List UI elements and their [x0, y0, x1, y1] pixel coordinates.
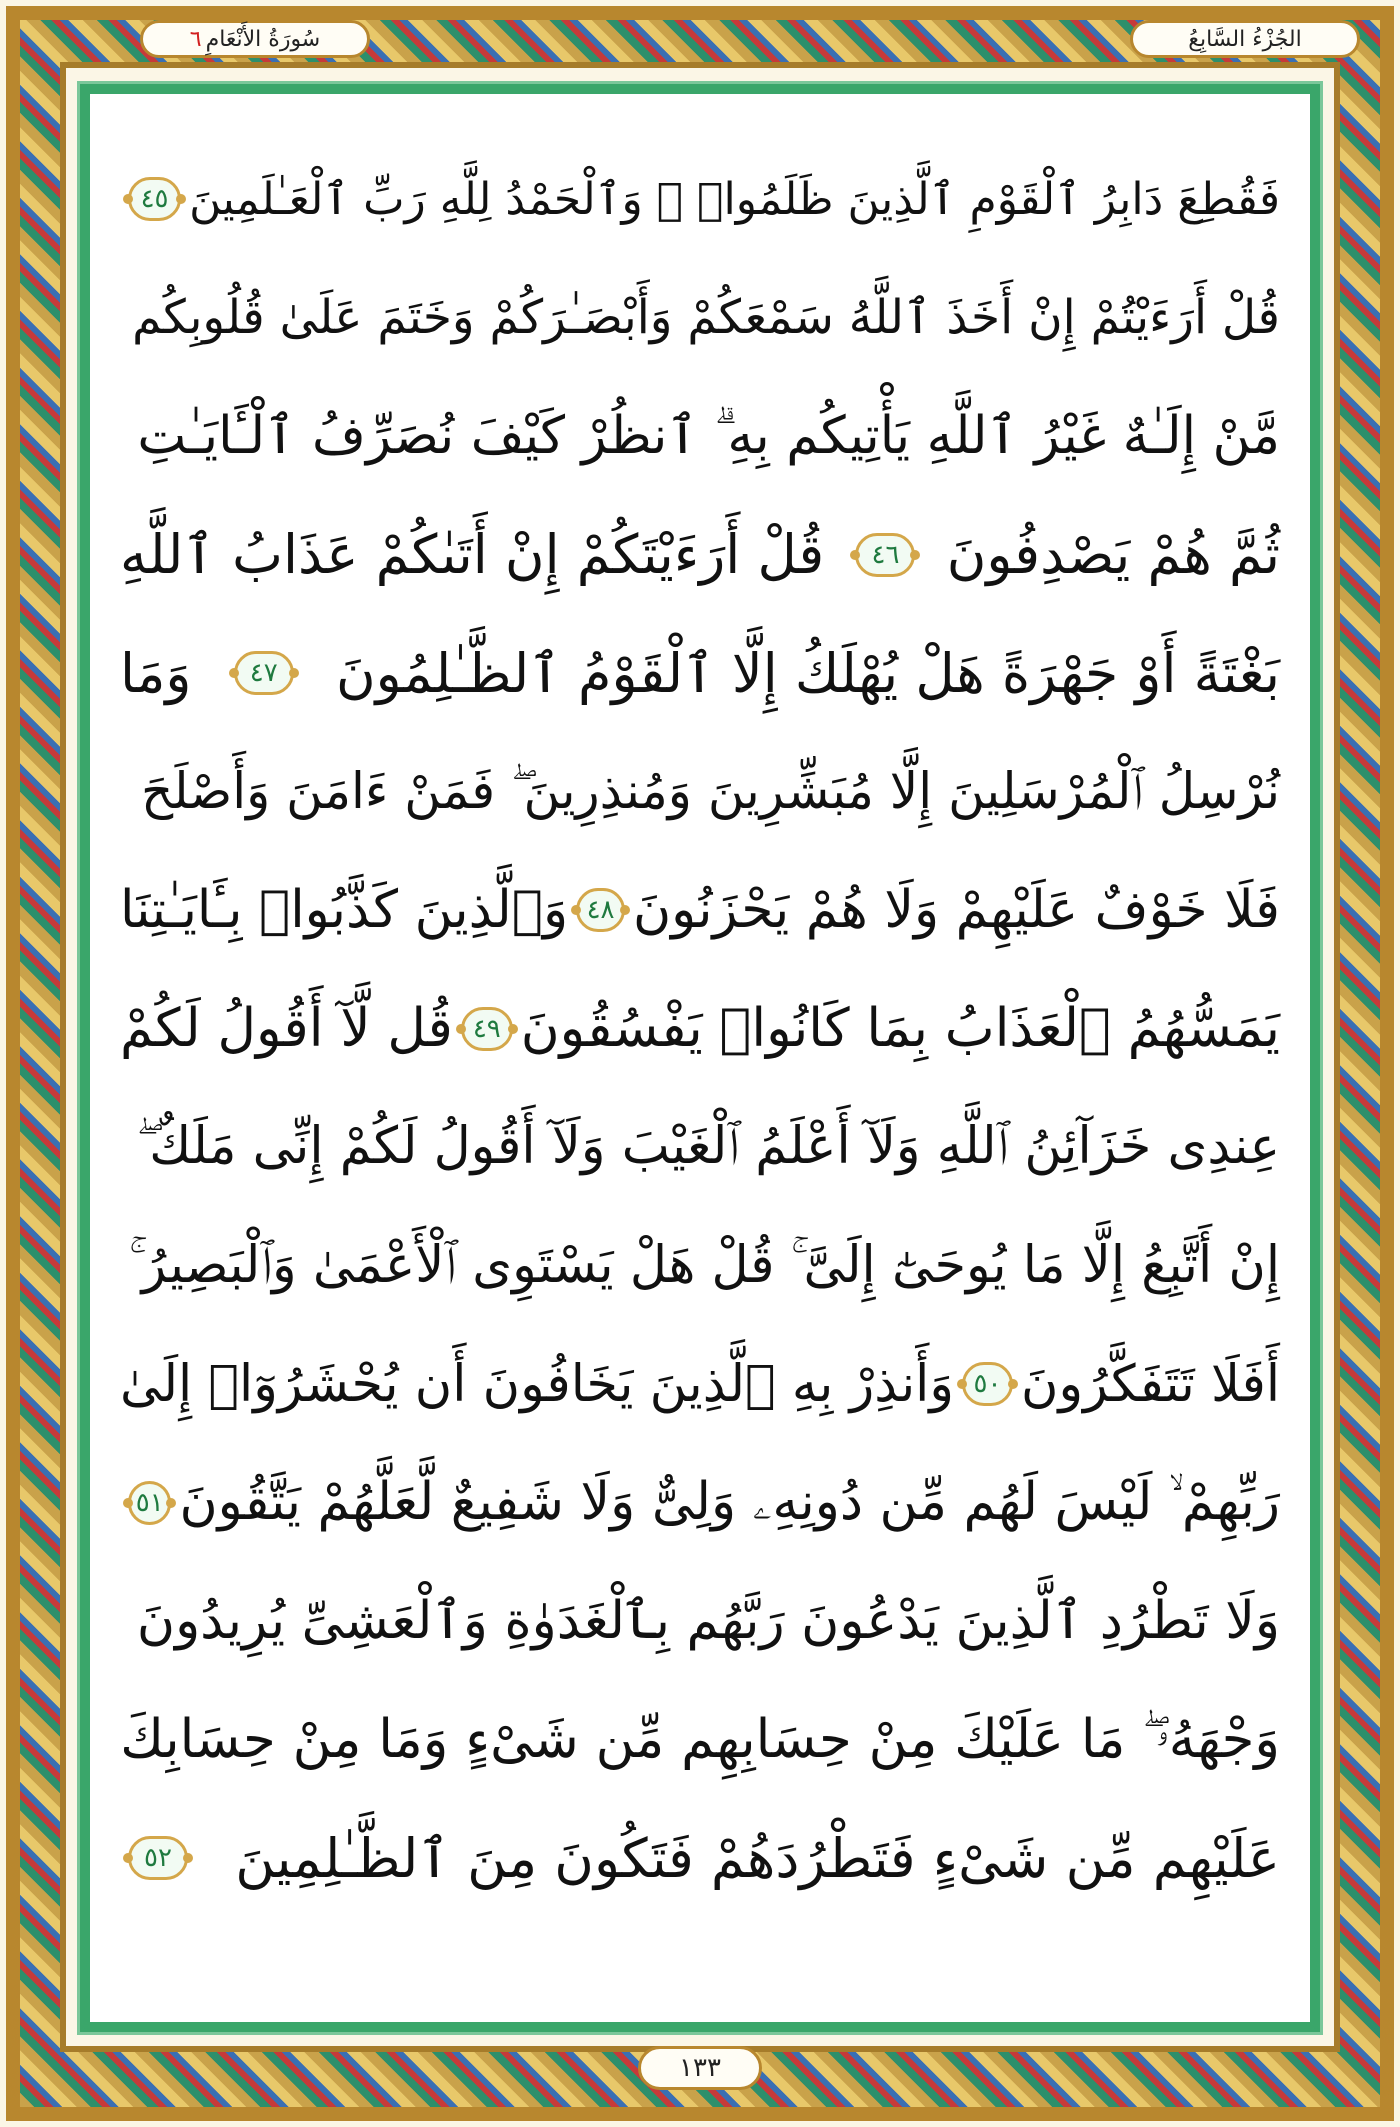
- page-number-text: ١٣٣: [679, 2053, 721, 2083]
- verse-text: وَجْهَهُۥ ۖ مَا عَلَيْكَ مِنْ حِسَابِهِم مِّن شَىْءٍ وَمَا مِنْ حِسَابِكَ: [120, 1708, 1280, 1770]
- verse-line: [120, 1207, 1280, 1326]
- verse-line: [120, 377, 1280, 496]
- verse-text: قُلْ أَرَءَيْتُمْ إِنْ أَخَذَ ٱللَّهُ سَمْعَكُمْ وَأَبْصَـٰرَكُمْ وَخَتَمَ عَلَىٰ قُلُوبِكُم: [132, 290, 1280, 346]
- verse-line: [120, 1562, 1280, 1681]
- verse-line: [120, 851, 1280, 970]
- verse-line: [120, 1681, 1280, 1800]
- verse-text: وَٱلَّذِينَ كَذَّبُوا۟ بِـَٔايَـٰتِنَا: [120, 880, 569, 941]
- verse-line: [120, 259, 1280, 378]
- verse-text: قُل لَّآ أَقُولُ لَكُمْ: [120, 998, 453, 1060]
- verse-text: بَغْتَةً أَوْ جَهْرَةً هَلْ يُهْلَكُ إِلَّا ٱلْقَوْمُ ٱلظَّـٰلِمُونَ: [336, 641, 1280, 705]
- ayah-number-marker: ٥١: [128, 1481, 171, 1525]
- verse-line: [120, 733, 1280, 852]
- verse-text: وَأَنذِرْ بِهِ ٱلَّذِينَ يَخَافُونَ أَن يُحْشَرُوٓا۟ إِلَىٰ: [120, 1354, 954, 1414]
- verse-text: إِنْ أَتَّبِعُ إِلَّا مَا يُوحَىٰٓ إِلَىَّ ۚ قُلْ هَلْ يَسْتَوِى ٱلْأَعْمَىٰ وَٱلْبَصِيرُ ۚ: [128, 1235, 1280, 1295]
- verse-lines: [120, 140, 1280, 1990]
- verse-line: [120, 1088, 1280, 1207]
- surah-number: ٦: [189, 26, 202, 52]
- verse-text: يَمَسُّهُمُ ٱلْعَذَابُ بِمَا كَانُوا۟ يَفْسُقُونَ: [520, 998, 1280, 1060]
- ayah-number-marker: ٥٠: [962, 1362, 1013, 1406]
- verse-line: [120, 496, 1280, 615]
- verse-text: فَلَا خَوْفٌ عَلَيْهِمْ وَلَا هُمْ يَحْزَنُونَ: [632, 880, 1280, 941]
- verse-text: نُرْسِلُ ٱلْمُرْسَلِينَ إِلَّا مُبَشِّرِينَ وَمُنذِرِينَ ۖ فَمَنْ ءَامَنَ وَأَصْلَحَ: [140, 762, 1280, 821]
- verse-text: عَلَيْهِم مِّن شَىْءٍ فَتَطْرُدَهُمْ فَتَكُونَ مِنَ ٱلظَّـٰلِمِينَ: [235, 1826, 1280, 1890]
- ayah-number-marker: ٤٩: [461, 1007, 513, 1051]
- ayah-number-marker: ٤٧: [234, 651, 294, 695]
- verse-text: قُلْ أَرَءَيْتَكُمْ إِنْ أَتَىٰكُمْ عَذَابُ ٱللَّهِ: [120, 523, 825, 587]
- juz-text: الجُزْءُ السَّابِعُ: [1188, 26, 1302, 52]
- verse-text: عِندِى خَزَآئِنُ ٱللَّهِ وَلَآ أَعْلَمُ ٱلْغَيْبَ وَلَآ أَقُولُ لَكُمْ إِنِّى مَلَكٌ ۖ: [136, 1117, 1280, 1177]
- verse-text: فَقُطِعَ دَابِرُ ٱلْقَوْمِ ٱلَّذِينَ ظَلَمُوا۟ ۚ وَٱلْحَمْدُ لِلَّهِ رَبِّ ٱلْعَـٰلَمِينَ: [189, 173, 1280, 225]
- ayah-number-marker: ٤٨: [576, 888, 625, 932]
- verse-text: أَفَلَا تَتَفَكَّرُونَ: [1021, 1354, 1280, 1414]
- ayah-number-marker: ٤٥: [128, 177, 181, 221]
- page-number: [638, 2046, 762, 2090]
- verse-text: رَبِّهِمْ ۙ لَيْسَ لَهُم مِّن دُونِهِۦ وَلِىٌّ وَلَا شَفِيعٌ لَّعَلَّهُمْ يَتَّقُونَ: [179, 1472, 1280, 1533]
- verse-line: [120, 1444, 1280, 1563]
- verse-line: [120, 140, 1280, 259]
- surah-label: [140, 20, 370, 58]
- surah-text: سُورَةُ الأَنْعَامِ: [205, 26, 321, 52]
- verse-line: [120, 614, 1280, 733]
- verse-text: وَلَا تَطْرُدِ ٱلَّذِينَ يَدْعُونَ رَبَّهُم بِٱلْغَدَوٰةِ وَٱلْعَشِىِّ يُرِيدُونَ: [136, 1591, 1280, 1652]
- verse-line: [120, 1325, 1280, 1444]
- juz-label: [1130, 20, 1360, 58]
- ayah-number-marker: ٤٦: [855, 533, 915, 577]
- verse-text: وَمَا: [120, 641, 192, 705]
- verse-line: [120, 970, 1280, 1089]
- verse-text: ثُمَّ هُمْ يَصْدِفُونَ: [946, 523, 1280, 587]
- verse-text: مَّنْ إِلَـٰهٌ غَيْرُ ٱللَّهِ يَأْتِيكُم بِهِ ۗ ٱنظُرْ كَيْفَ نُصَرِّفُ ٱلْـَٔايَـٰتِ: [137, 405, 1280, 466]
- ayah-number-marker: ٥٢: [128, 1836, 188, 1880]
- verse-line: [120, 1799, 1280, 1918]
